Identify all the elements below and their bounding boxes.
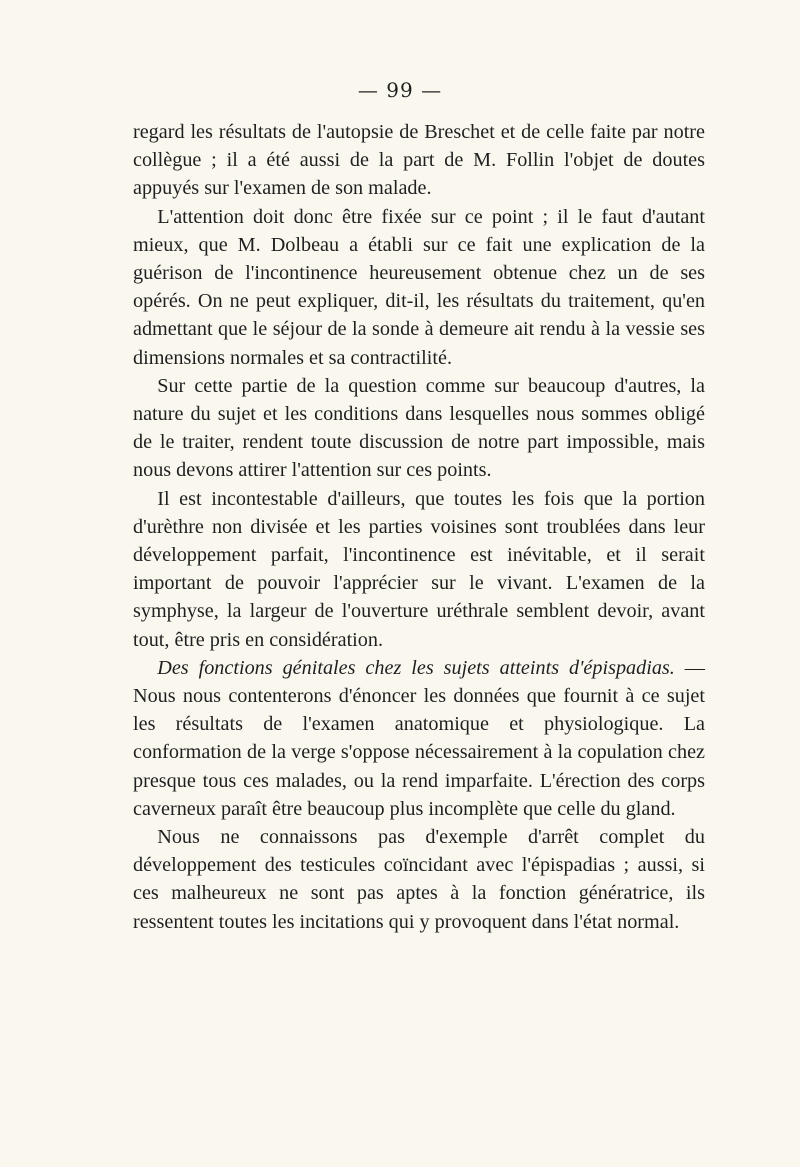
paragraph-5 (133, 654, 705, 823)
paragraph-4: Il est incontestable d'ailleurs, que toutes les fois que la portion d'urèthre non divisée et les parties voisines sont troublées dans leur développement parfait, l'incontinence est inévitable, et il serait important de pouvoir l'apprécier sur le vivant. L'examen de la symphyse, la largeur de l'ouverture uréthrale semblent devoir, avant tout, être pris en considération. (133, 487, 705, 651)
section-heading: Des fonctions génitales chez les sujets atteints d'épispadias. (157, 656, 675, 679)
paragraph-6: Nous ne connaissons pas d'exemple d'arrêt complet du développement des testicules coïncidant avec l'épispadias ; aussi, si ces malheureux ne sont pas aptes à la fonction génératrice, ils ressentent toutes les incitations qui y provoquent dans l'état normal. (133, 826, 705, 933)
paragraph-3: Sur cette partie de la question comme sur beaucoup d'autres, la nature du sujet et les conditions dans lesquelles nous sommes obligé de le traiter, rendent toute discussion de notre part impossible, mais nous devons attirer l'attention sur ces points. (133, 374, 705, 482)
paragraph-1: regard les résultats de l'autopsie de Breschet et de celle faite par notre collègue ; il a été aussi de la part de M. Follin l'objet de doutes appuyés sur l'examen de son malade. (133, 121, 705, 200)
body-text (133, 118, 705, 936)
paragraph-2: L'attention doit donc être fixée sur ce point ; il le faut d'autant mieux, que M. Dolbeau a établi sur ce fait une explication de la guérison de l'incontinence heureusement obtenue chez un de ses opérés. On ne peut expliquer, dit-il, les résultats du traitement, qu'en admettant que le séjour de la sonde à demeure ait rendu à la vessie ses dimensions normales et sa contractilité. (133, 205, 705, 369)
section-paragraph-text: — Nous nous contenterons d'énoncer les données que fournit à ce sujet les résultats de l'examen anatomique et physiologique. La conformation de la verge s'oppose nécessairement à la copulation chez presque tous ces malades, ou la rend imparfaite. L'érection des corps caverneux paraît être beaucoup plus incomplète que celle du gland. (133, 656, 705, 820)
page-number: — 99 — (357, 78, 443, 102)
